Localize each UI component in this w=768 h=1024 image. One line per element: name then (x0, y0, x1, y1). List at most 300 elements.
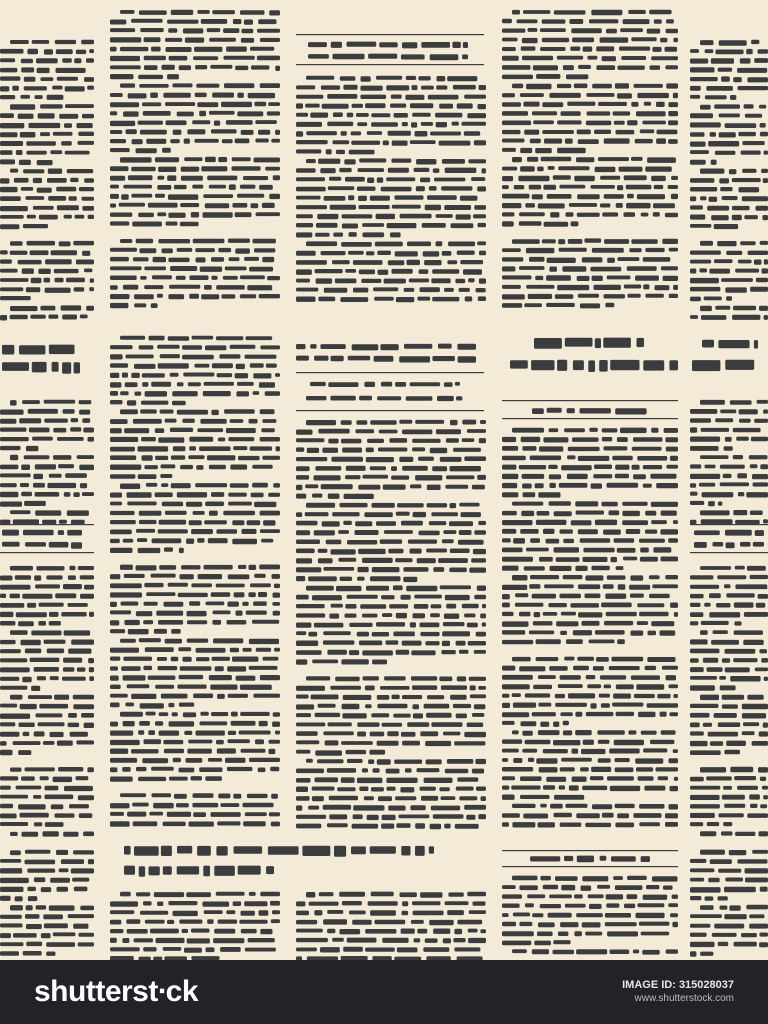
word-blob (246, 611, 267, 615)
word-blob (578, 65, 591, 69)
word-blob (609, 749, 640, 754)
word-blob (26, 287, 41, 292)
word-blob (690, 924, 710, 928)
word-blob (725, 123, 757, 128)
word-blob (178, 593, 208, 597)
word-blob (296, 485, 302, 490)
word-blob (745, 878, 768, 883)
word-blob (162, 502, 183, 507)
word-blob (719, 114, 740, 118)
word-blob (233, 901, 242, 906)
word-blob (140, 409, 157, 413)
word-blob (245, 948, 276, 952)
word-blob (321, 251, 346, 255)
word-blob (576, 913, 603, 917)
word-blob (377, 177, 383, 182)
word-blob (120, 639, 136, 643)
word-blob (26, 905, 33, 910)
word-blob (27, 869, 55, 873)
word-blob (606, 903, 619, 907)
word-blob (169, 777, 188, 781)
word-blob (470, 694, 486, 698)
word-blob (25, 767, 55, 771)
word-blob (139, 511, 162, 516)
word-blob (421, 42, 450, 48)
word-blob (206, 947, 215, 952)
word-blob (402, 42, 417, 48)
word-blob (296, 447, 304, 452)
word-blob (740, 542, 751, 547)
word-blob (585, 575, 603, 580)
word-blob (57, 77, 78, 81)
word-blob (661, 511, 677, 516)
word-blob (617, 257, 639, 261)
word-blob (690, 474, 720, 479)
word-blob (714, 224, 738, 229)
word-blob (265, 167, 280, 171)
word-blob (342, 448, 362, 453)
word-blob (177, 410, 208, 415)
word-blob (431, 278, 450, 283)
word-blob (268, 846, 299, 855)
word-blob (359, 396, 372, 401)
word-blob (540, 804, 547, 808)
word-blob (751, 437, 768, 442)
word-blob (341, 242, 372, 247)
word-blob (479, 278, 486, 283)
word-blob (723, 786, 732, 790)
word-blob (568, 693, 595, 698)
word-blob (425, 205, 441, 211)
word-blob (110, 910, 134, 914)
word-blob (565, 904, 586, 908)
word-blob (502, 492, 518, 497)
word-blob (224, 409, 255, 413)
word-blob (155, 157, 179, 162)
word-blob (2, 362, 29, 371)
word-blob (733, 455, 743, 459)
word-blob (574, 176, 595, 181)
word-blob (732, 206, 750, 210)
word-blob (617, 548, 636, 553)
word-blob (244, 901, 267, 906)
word-blob (636, 767, 653, 771)
word-blob (226, 47, 247, 52)
word-blob (0, 483, 17, 487)
word-blob (194, 364, 209, 368)
word-blob (502, 75, 533, 80)
word-blob (296, 778, 311, 783)
word-blob (52, 362, 59, 372)
word-blob (218, 920, 238, 924)
word-blob (273, 593, 281, 598)
word-blob (0, 259, 12, 263)
word-blob (322, 521, 340, 526)
word-blob (665, 47, 678, 52)
word-blob (21, 640, 41, 646)
word-blob (232, 520, 244, 525)
word-blob (647, 703, 678, 708)
word-blob (384, 530, 413, 534)
word-blob (340, 297, 368, 302)
word-blob (536, 657, 559, 661)
word-blob (710, 132, 716, 137)
word-blob (437, 396, 454, 401)
word-blob (372, 503, 395, 508)
word-blob (67, 510, 89, 516)
word-blob (479, 438, 486, 443)
word-blob (558, 239, 565, 244)
word-blob (502, 483, 517, 488)
word-blob (310, 113, 328, 118)
word-blob (120, 892, 131, 897)
word-blob (366, 457, 394, 462)
word-blob (604, 194, 624, 199)
word-blob (670, 603, 678, 608)
word-blob (296, 686, 325, 691)
word-blob (578, 584, 600, 589)
word-blob (742, 169, 756, 173)
word-blob (502, 437, 516, 442)
word-blob (502, 712, 529, 717)
word-blob (622, 520, 648, 525)
word-blob (110, 93, 123, 97)
word-blob (553, 722, 559, 727)
word-blob (466, 815, 475, 820)
word-blob (308, 806, 319, 810)
word-blob (58, 464, 74, 468)
word-blob (430, 448, 447, 453)
word-blob (502, 640, 533, 644)
word-blob (380, 344, 398, 350)
word-blob (388, 168, 409, 173)
word-blob (522, 731, 532, 736)
word-blob (604, 239, 629, 244)
word-blob (214, 929, 235, 934)
word-blob (464, 732, 486, 737)
word-blob (187, 620, 207, 624)
word-blob (436, 122, 447, 127)
word-blob (602, 56, 616, 61)
word-blob (340, 76, 356, 81)
word-blob (318, 429, 349, 434)
word-blob (33, 474, 43, 479)
word-blob (262, 456, 280, 460)
word-blob (455, 382, 460, 386)
word-blob (690, 603, 701, 607)
word-blob (762, 215, 768, 220)
word-blob (203, 391, 231, 396)
word-blob (63, 584, 82, 589)
word-blob (138, 777, 166, 781)
word-blob (110, 722, 118, 727)
word-blob (296, 85, 315, 89)
word-blob (379, 42, 398, 47)
word-blob (335, 279, 357, 284)
word-blob (502, 275, 532, 279)
word-blob (524, 566, 545, 570)
word-blob (464, 456, 486, 461)
word-blob (412, 685, 437, 690)
word-blob (305, 484, 318, 488)
word-blob (81, 713, 94, 718)
word-blob (330, 396, 355, 401)
word-blob (211, 492, 224, 497)
word-blob (20, 813, 49, 818)
word-blob (478, 814, 486, 819)
word-blob (145, 920, 165, 924)
word-blob (255, 139, 268, 143)
word-blob (139, 520, 157, 524)
word-blob (633, 813, 661, 818)
word-blob (189, 822, 214, 827)
word-blob (407, 260, 421, 265)
word-blob (575, 730, 592, 735)
word-blob (512, 84, 523, 89)
word-blob (580, 303, 600, 308)
word-blob (110, 400, 123, 404)
word-blob (296, 604, 325, 608)
word-blob (329, 177, 341, 181)
word-blob (316, 278, 333, 283)
word-blob (404, 344, 432, 349)
word-blob (202, 902, 229, 907)
word-blob (26, 446, 39, 451)
word-blob (377, 695, 390, 700)
word-blob (179, 920, 202, 924)
word-blob (528, 758, 534, 762)
word-blob (665, 575, 678, 579)
word-blob (188, 740, 212, 744)
word-blob (409, 279, 429, 283)
word-blob (374, 356, 394, 362)
word-blob (262, 419, 276, 423)
word-blob (410, 805, 425, 810)
word-blob (165, 511, 187, 515)
word-blob (674, 612, 678, 617)
word-blob (30, 658, 60, 662)
word-blob (296, 214, 313, 218)
word-blob (530, 856, 560, 861)
word-blob (467, 429, 486, 433)
word-blob (714, 924, 744, 929)
word-blob (690, 59, 708, 64)
word-blob (176, 276, 186, 280)
word-blob (28, 896, 38, 901)
word-blob (44, 49, 53, 54)
word-blob (413, 911, 444, 916)
word-blob (518, 176, 549, 182)
word-blob (665, 822, 678, 827)
word-blob (166, 222, 178, 226)
word-blob (50, 732, 64, 737)
word-blob (73, 704, 94, 709)
word-blob (20, 483, 29, 487)
word-blob (549, 666, 568, 671)
word-blob (165, 639, 182, 644)
word-blob (404, 288, 415, 292)
word-blob (502, 285, 521, 289)
word-blob (311, 695, 339, 700)
word-blob (347, 759, 363, 763)
word-blob (641, 731, 657, 735)
word-blob (690, 224, 711, 228)
word-blob (757, 400, 768, 404)
word-blob (423, 251, 440, 256)
word-blob (332, 512, 359, 516)
word-blob (591, 767, 611, 772)
word-blob (64, 630, 91, 635)
word-blob (341, 439, 361, 444)
word-blob (721, 278, 753, 282)
column-rule (0, 552, 94, 553)
word-blob (0, 677, 19, 681)
word-blob (184, 139, 190, 144)
word-blob (456, 214, 471, 219)
word-blob (452, 42, 460, 48)
word-blob (616, 712, 634, 716)
word-blob (143, 901, 152, 905)
word-blob (454, 929, 462, 935)
word-blob (439, 787, 449, 791)
word-blob (126, 919, 140, 924)
word-blob (349, 150, 375, 155)
word-blob (519, 666, 545, 671)
word-blob (78, 942, 94, 946)
word-blob (357, 122, 367, 126)
word-blob (157, 902, 163, 907)
word-blob (132, 222, 162, 227)
word-blob (32, 40, 50, 44)
word-blob (370, 732, 385, 737)
word-blob (690, 786, 720, 790)
word-blob (400, 214, 432, 219)
word-blob (220, 803, 239, 807)
word-blob (555, 694, 565, 698)
word-blob (463, 269, 482, 274)
word-blob (390, 232, 401, 237)
word-blob (578, 294, 599, 298)
word-blob (700, 952, 713, 956)
word-blob (166, 120, 187, 125)
word-blob (122, 938, 129, 943)
word-blob (33, 206, 54, 210)
word-blob (376, 622, 405, 627)
word-blob (709, 612, 740, 617)
word-blob (341, 659, 368, 664)
word-blob (573, 630, 592, 635)
word-blob (377, 759, 391, 765)
word-blob (700, 767, 726, 772)
word-blob (561, 612, 576, 616)
word-blob (158, 666, 178, 670)
word-blob (201, 166, 227, 171)
word-blob (229, 184, 236, 190)
word-blob (694, 530, 720, 535)
word-blob (139, 248, 156, 253)
word-blob (41, 887, 51, 892)
word-blob (312, 595, 342, 600)
word-blob (44, 640, 66, 644)
word-blob (296, 279, 310, 283)
word-blob (0, 722, 15, 726)
word-blob (576, 511, 604, 515)
word-blob (0, 822, 28, 826)
word-blob (447, 260, 457, 264)
word-blob (535, 276, 543, 280)
word-blob (734, 630, 763, 635)
word-blob (557, 56, 583, 60)
word-blob (232, 166, 261, 171)
column-rule (690, 524, 768, 525)
word-blob (347, 113, 354, 118)
word-blob (641, 932, 670, 936)
word-blob (526, 285, 554, 289)
word-blob (596, 657, 609, 662)
word-blob (736, 437, 749, 441)
word-blob (361, 76, 371, 81)
word-blob (743, 722, 759, 726)
word-blob (23, 530, 54, 536)
word-blob (177, 492, 207, 497)
word-blob (407, 242, 431, 247)
word-blob (110, 176, 125, 181)
word-blob (582, 786, 607, 791)
word-blob (80, 906, 94, 911)
word-blob (131, 167, 156, 172)
word-blob (450, 466, 481, 471)
word-blob (312, 796, 324, 801)
word-blob (755, 668, 768, 672)
word-blob (420, 632, 439, 636)
word-blob (156, 611, 183, 616)
word-blob (296, 750, 310, 754)
word-blob (70, 427, 81, 431)
word-blob (708, 141, 739, 147)
word-blob (395, 796, 416, 800)
word-blob (449, 568, 467, 573)
word-blob (364, 382, 375, 387)
word-blob (159, 565, 176, 570)
word-blob (626, 203, 651, 209)
word-blob (741, 151, 761, 155)
word-blob (651, 502, 678, 507)
word-blob (164, 602, 184, 607)
word-blob (412, 113, 431, 117)
word-blob (478, 296, 486, 301)
word-blob (763, 519, 768, 523)
word-blob (341, 741, 373, 745)
word-blob (296, 297, 316, 302)
word-blob (760, 132, 768, 137)
word-blob (759, 306, 768, 311)
word-blob (0, 269, 18, 273)
word-blob (203, 866, 210, 877)
word-blob (68, 575, 76, 580)
word-blob (661, 266, 678, 270)
word-blob (690, 914, 722, 918)
word-blob (714, 259, 733, 263)
word-blob (471, 177, 485, 181)
word-blob (296, 187, 326, 192)
word-blob (427, 695, 444, 699)
word-blob (730, 400, 752, 405)
word-blob (186, 758, 203, 763)
word-blob (758, 767, 768, 773)
word-blob (527, 894, 545, 898)
word-blob (125, 382, 138, 387)
word-blob (342, 704, 360, 710)
